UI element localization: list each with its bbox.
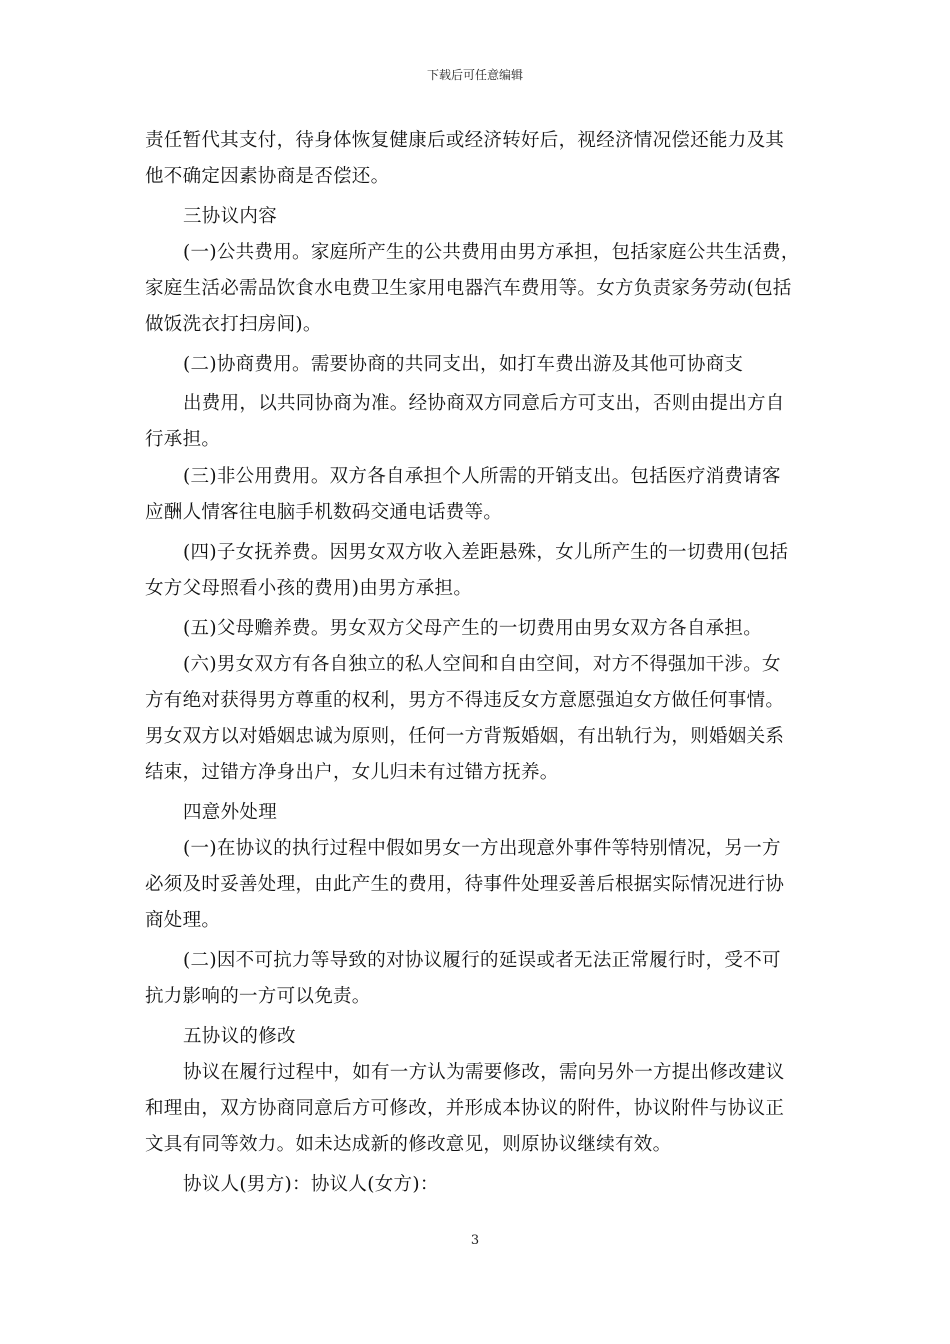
section-heading: 三协议内容 [183, 206, 278, 227]
section-heading: 四意外处理 [183, 802, 278, 823]
body-line: (二)因不可抗力等导致的对协议履行的延误或者无法正常履行时，受不可 [183, 950, 781, 971]
body-line: (四)子女抚养费。因男女双方收入差距悬殊，女儿所产生的一切费用(包括 [183, 542, 789, 563]
section-heading: 五协议的修改 [183, 1026, 296, 1047]
body-line: 和理由，双方协商同意后方可修改，并形成本协议的附件，协议附件与协议正 [145, 1098, 785, 1119]
body-line: 文具有同等效力。如未达成新的修改意见，则原协议继续有效。 [145, 1134, 672, 1155]
page-header: 下载后可任意编辑 [426, 68, 523, 82]
body-line: 男女双方以对婚姻忠诚为原则，任何一方背叛婚姻，有出轨行为，则婚姻关系 [145, 726, 785, 747]
body-line: 女方父母照看小孩的费用)由男方承担。 [145, 578, 473, 599]
body-line: (二)协商费用。需要协商的共同支出，如打车费出游及其他可协商支 [183, 354, 744, 375]
body-line: 家庭生活必需品饮食水电费卫生家用电器汽车费用等。女方负责家务劳动(包括 [145, 278, 792, 299]
page-number: 3 [470, 1233, 480, 1248]
body-line: 应酬人情客往电脑手机数码交通电话费等。 [145, 502, 503, 523]
body-line: 责任暂代其支付，待身体恢复健康后或经济转好后，视经济情况偿还能力及其 [145, 130, 785, 151]
body-line: (六)男女双方有各自独立的私人空间和自由空间，对方不得强加干涉。女 [183, 654, 781, 675]
body-line: (三)非公用费用。双方各自承担个人所需的开销支出。包括医疗消费请客 [183, 466, 781, 487]
body-line: 做饭洗衣打扫房间)。 [145, 314, 322, 335]
body-line: 必须及时妥善处理，由此产生的费用，待事件处理妥善后根据实际情况进行协 [145, 874, 785, 895]
body-line: 商处理。 [145, 910, 221, 931]
body-line: (一)在协议的执行过程中假如男女一方出现意外事件等特别情况，另一方 [183, 838, 781, 859]
signature-line: 协议人(男方)：协议人(女方)： [183, 1174, 439, 1195]
body-line: 协议在履行过程中，如有一方认为需要修改，需向另外一方提出修改建议 [183, 1062, 785, 1083]
body-line: 他不确定因素协商是否偿还。 [145, 166, 390, 187]
body-line: 结束，过错方净身出户，女儿归未有过错方抚养。 [145, 762, 559, 783]
body-line: (一)公共费用。家庭所产生的公共费用由男方承担，包括家庭公共生活费， [183, 242, 800, 263]
body-line: 抗力影响的一方可以免责。 [145, 986, 371, 1007]
body-line: 行承担。 [145, 429, 221, 450]
body-line: 出费用，以共同协商为准。经协商双方同意后方可支出，否则由提出方自 [183, 393, 785, 414]
body-line: (五)父母赡养费。男女双方父母产生的一切费用由男女双方各自承担。 [183, 618, 763, 639]
body-line: 方有绝对获得男方尊重的权利，男方不得违反女方意愿强迫女方做任何事情。 [145, 690, 785, 711]
